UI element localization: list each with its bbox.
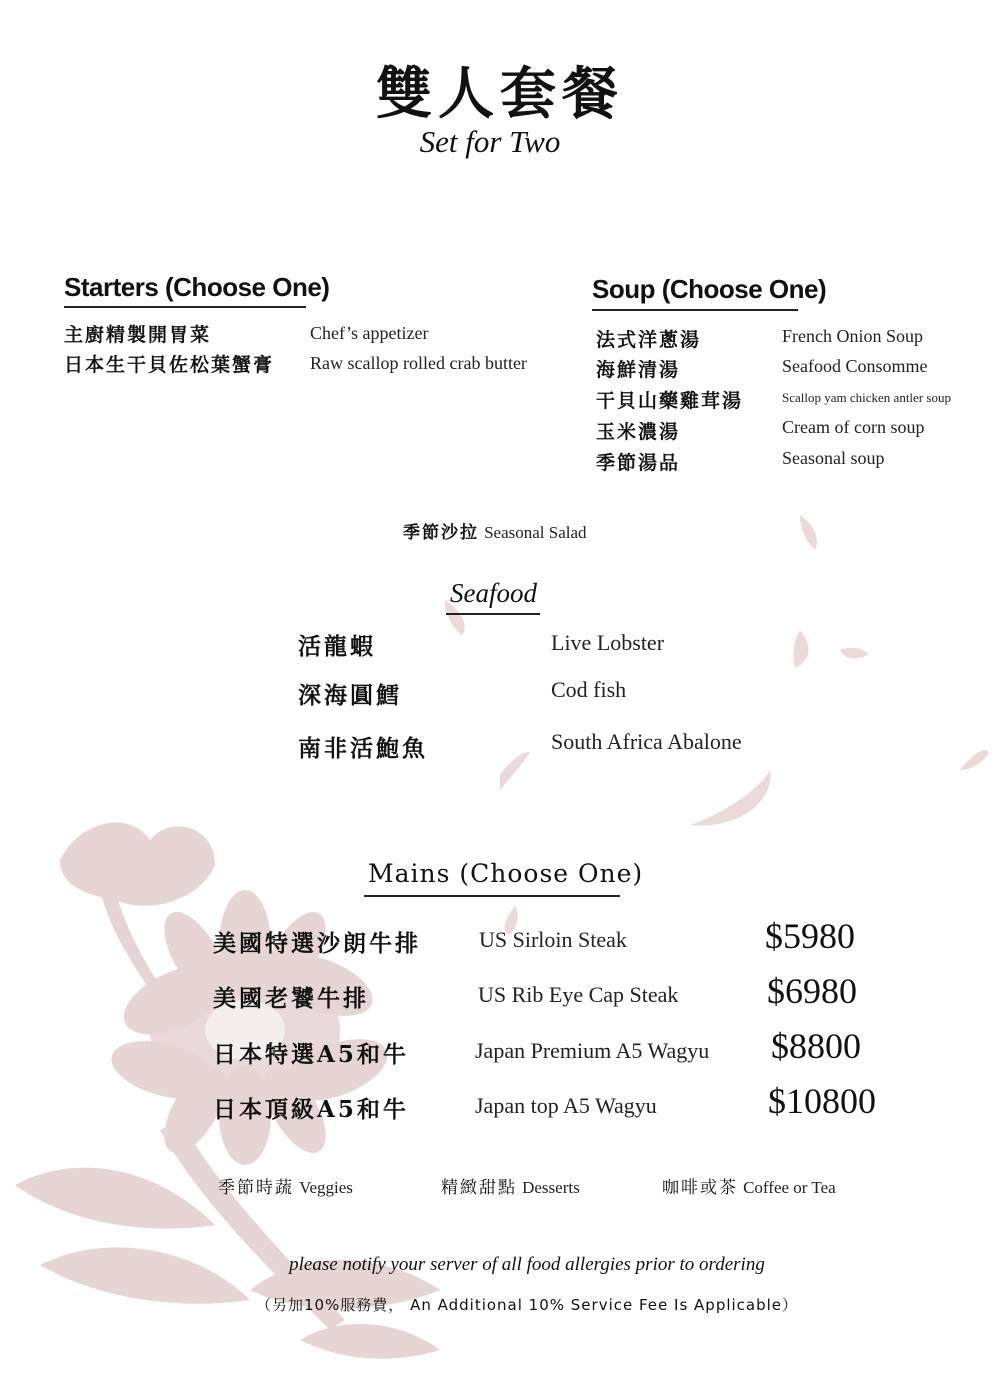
- soup-underline: [592, 309, 798, 311]
- salad-en: Seasonal Salad: [484, 523, 587, 542]
- extra-item-zh: 季節時蔬: [218, 1178, 294, 1198]
- mains-item-en: Japan top A5 Wagyu: [475, 1093, 657, 1118]
- seafood-item-en: Cod fish: [551, 677, 627, 702]
- page-title: 雙人套餐: [376, 61, 624, 127]
- soup-heading: Soup (Choose One): [592, 274, 827, 304]
- extra-item: [441, 1173, 580, 1198]
- soup-item-zh: 海鮮清湯: [596, 359, 681, 381]
- soup-item-zh: 玉米濃湯: [596, 421, 681, 443]
- service-fee-note: （另加10%服務費， An Additional 10% Service Fee Is Applicable）: [255, 1296, 799, 1314]
- seafood-item-zh: 深海圓鱈: [298, 682, 402, 709]
- mains-underline: [364, 895, 620, 897]
- mains-heading: Mains (Choose One): [368, 859, 644, 888]
- starter-item-en: Chef’s appetizer: [310, 323, 429, 343]
- soup-item-en: French Onion Soup: [782, 326, 923, 346]
- extra-item-en: Veggies: [299, 1178, 353, 1197]
- mains-item-zh: 美國老饕牛排: [213, 985, 369, 1012]
- soup-item-en: Scallop yam chicken antler soup: [782, 390, 951, 405]
- allergy-note: please notify your server of all food allergies prior to ordering: [289, 1254, 765, 1275]
- mains-item-en: US Rib Eye Cap Steak: [478, 982, 679, 1007]
- extra-item-en: Desserts: [522, 1178, 580, 1197]
- extra-item: [218, 1173, 353, 1198]
- extra-item-zh: 咖啡或茶: [662, 1178, 738, 1198]
- starter-item-zh: 主廚精製開胃菜: [64, 324, 212, 346]
- soup-item-en: Seafood Consomme: [782, 356, 928, 376]
- mains-item-price: $6980: [767, 971, 857, 1011]
- salad-line: [403, 518, 587, 543]
- mains-item-en: US Sirloin Steak: [479, 927, 627, 952]
- soup-item-zh: 干貝山藥雞茸湯: [596, 390, 744, 412]
- soup-item-en: Seasonal soup: [782, 448, 885, 468]
- mains-item-price: $10800: [768, 1081, 876, 1121]
- seafood-underline: [446, 613, 540, 615]
- page-subtitle: Set for Two: [419, 124, 561, 159]
- seafood-item-en: Live Lobster: [551, 630, 665, 655]
- mains-item-zh: 日本頂級A5和牛: [213, 1096, 409, 1123]
- extra-item-zh: 精緻甜點: [441, 1178, 517, 1198]
- starter-item-zh: 日本生干貝佐松葉蟹膏: [64, 354, 275, 376]
- salad-zh: 季節沙拉: [403, 523, 479, 543]
- mains-item-en: Japan Premium A5 Wagyu: [475, 1038, 710, 1063]
- starters-underline: [64, 306, 306, 308]
- seafood-item-zh: 活龍蝦: [298, 633, 376, 660]
- mains-item-price: $8800: [771, 1026, 861, 1066]
- soup-item-en: Cream of corn soup: [782, 417, 925, 437]
- soup-item-zh: 季節湯品: [596, 452, 681, 474]
- starters-heading: Starters (Choose One): [64, 272, 330, 302]
- mains-item-zh: 美國特選沙朗牛排: [213, 930, 421, 957]
- seafood-item-en: South Africa Abalone: [551, 729, 742, 754]
- extra-item: [662, 1173, 836, 1198]
- extra-item-en: Coffee or Tea: [743, 1178, 836, 1197]
- seafood-item-zh: 南非活鮑魚: [298, 735, 428, 762]
- mains-item-zh: 日本特選A5和牛: [213, 1041, 409, 1068]
- soup-item-zh: 法式洋蔥湯: [596, 329, 702, 351]
- starter-item-en: Raw scallop rolled crab butter: [310, 353, 527, 373]
- seafood-heading: Seafood: [450, 578, 537, 608]
- mains-item-price: $5980: [765, 916, 855, 956]
